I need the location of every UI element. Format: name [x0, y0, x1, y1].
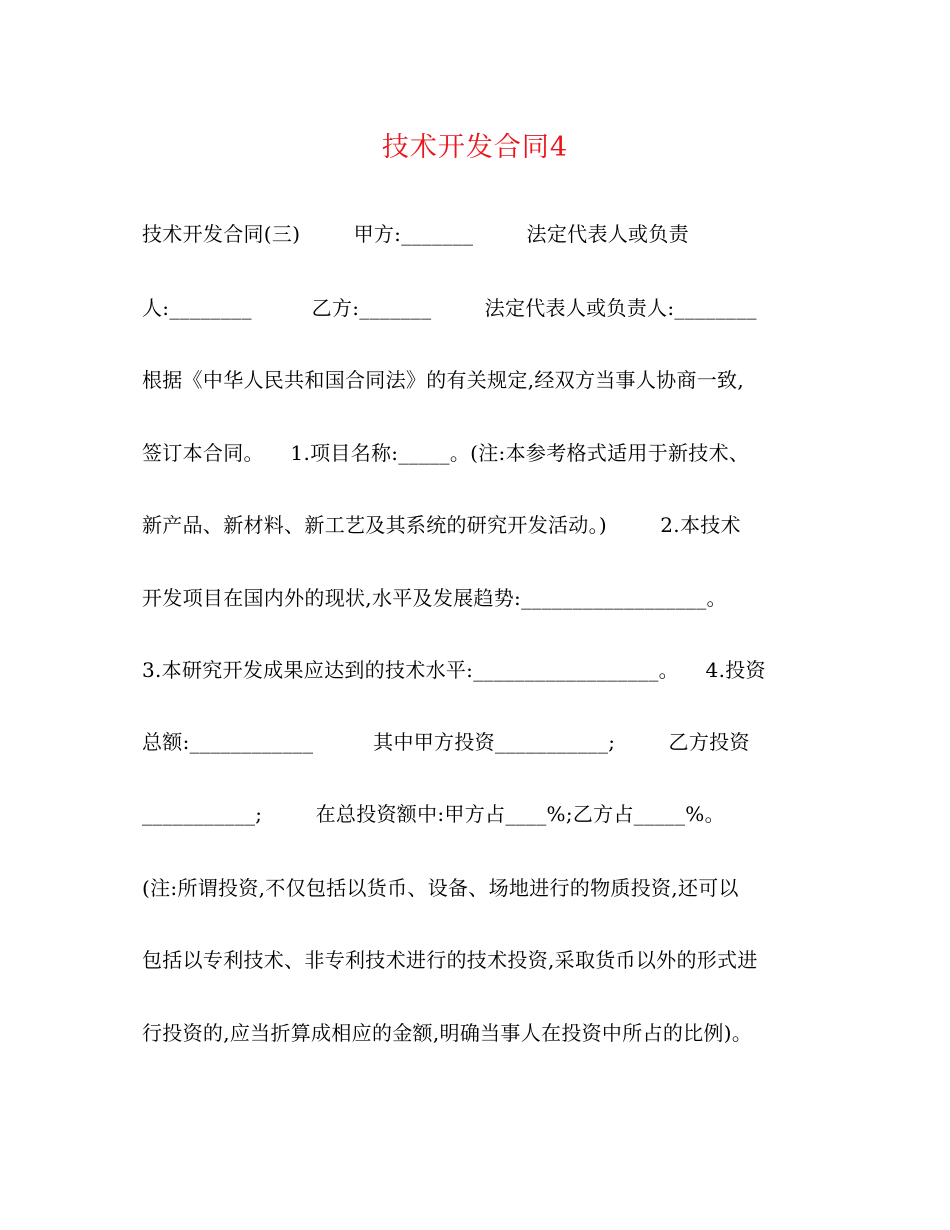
body-line-10: (注:所谓投资,不仅包括以货币、设备、场地进行的物质投资,还可以 [142, 876, 739, 900]
body-line-6: 开发项目在国内外的现状,水平及发展趋势:__________________。 [142, 586, 727, 610]
body-line-4: 签订本合同。 1.项目名称:_____。(注:本参考格式适用于新技术、 [142, 441, 750, 465]
body-line-1: 技术开发合同(三) 甲方:_______ 法定代表人或负责 [142, 222, 689, 246]
body-line-5: 新产品、新材料、新工艺及其系统的研究开发活动。) 2.本技术 [142, 513, 741, 537]
body-line-3: 根据《中华人民共和国合同法》的有关规定,经双方当事人协商一致, [142, 368, 745, 392]
body-line-2: 人:________ 乙方:_______ 法定代表人或负责人:________ [142, 296, 757, 320]
document-title: 技术开发合同4 [381, 132, 569, 163]
body-line-11: 包括以专利技术、非专利技术进行的技术投资,采取货币以外的形式进 [142, 948, 758, 972]
body-line-12: 行投资的,应当折算成相应的金额,明确当事人在投资中所占的比例)。 [142, 1021, 753, 1045]
body-line-9: ___________; 在总投资额中:甲方占____%;乙方占_____%。 [142, 802, 725, 826]
body-line-8: 总额:____________ 其中甲方投资___________; 乙方投资 [142, 730, 750, 754]
body-line-7: 3.本研究开发成果应达到的技术水平:__________________。 4.投资 [142, 658, 766, 682]
